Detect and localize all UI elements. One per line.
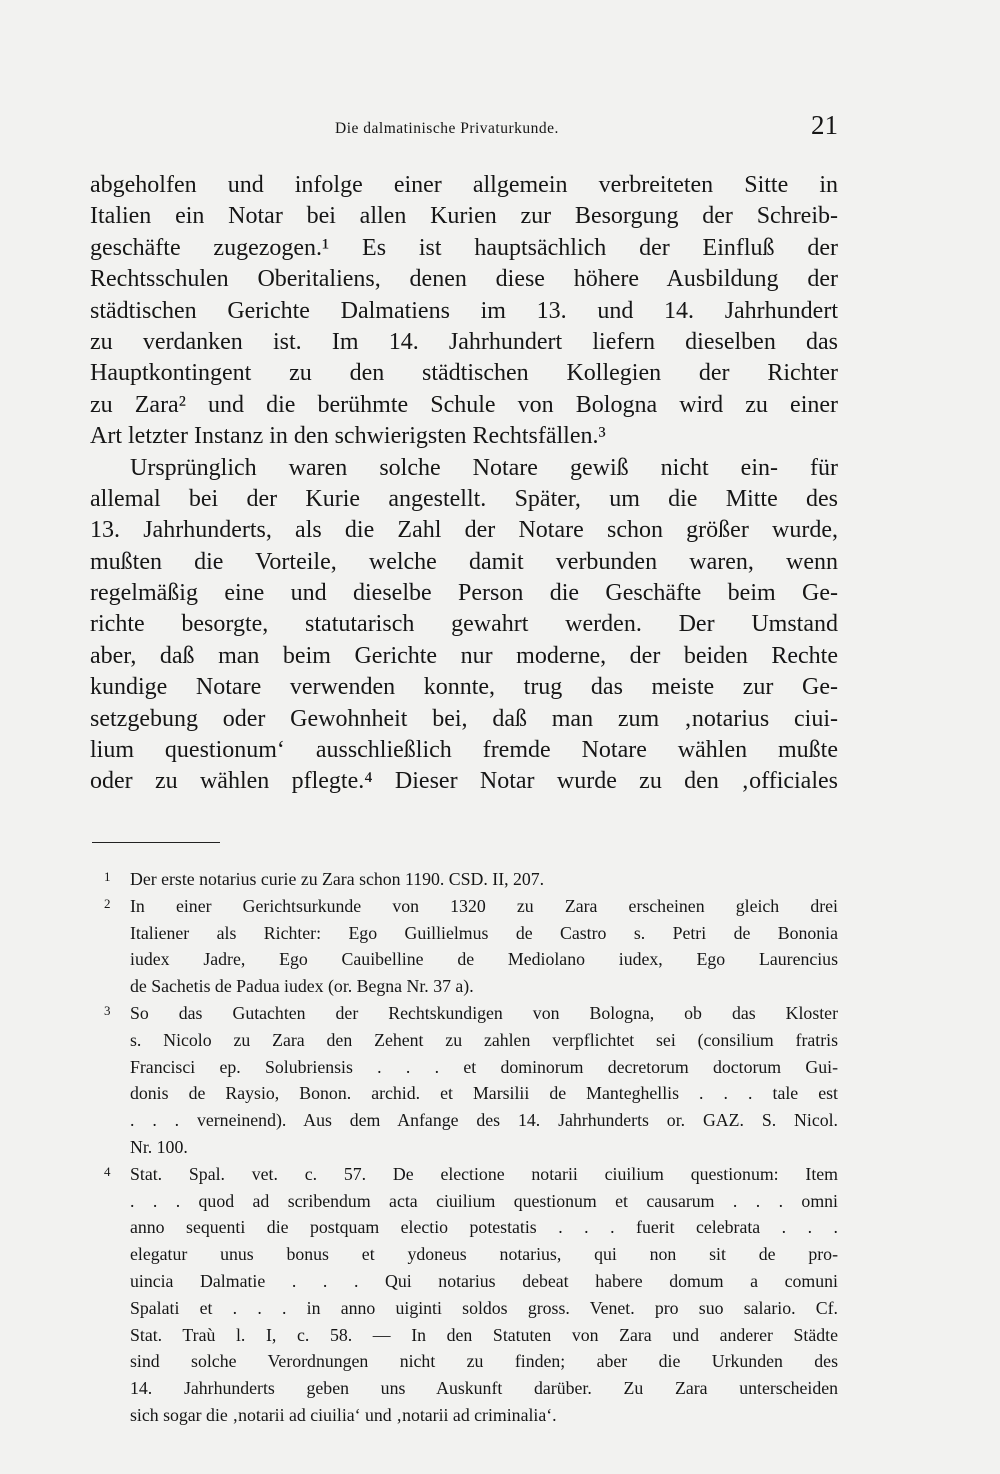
- text-line: städtischen Gerichte Dalmatiens im 13. und 14. Jahrhundert: [90, 297, 838, 324]
- text-line: Rechtsschulen Oberitaliens, denen diese höhere Ausbildung der: [90, 266, 838, 293]
- footnote-line: elegatur unus bonus et ydoneus notarius, qui non sit de pro-: [130, 1244, 838, 1265]
- footnote-1: [90, 866, 838, 893]
- footnote-line: iudex Jadre, Ego Cauibelline de Mediolano iudex, Ego Laurencius: [130, 949, 838, 970]
- footnote-line: Stat. Spal. vet. c. 57. De electione notarii ciuilium questionum: Item: [130, 1163, 838, 1184]
- page-number: 21: [811, 110, 838, 140]
- text-line: Italien ein Notar bei allen Kurien zur Besorgung der Schreib-: [90, 203, 838, 230]
- text-line: zu Zara² und die berühmte Schule von Bologna wird zu einer: [90, 391, 838, 418]
- running-title: Die dalmatinische Privaturkunde.: [335, 120, 559, 137]
- text-line: allemal bei der Kurie angestellt. Später, um die Mitte des: [90, 485, 838, 512]
- footnote-separator: [92, 842, 220, 843]
- text-line: aber, daß man beim Gerichte nur moderne, der beiden Rechte: [90, 642, 838, 669]
- footnote-line: Nr. 100.: [130, 1136, 188, 1157]
- footnote-marker: 3: [104, 1002, 111, 1018]
- main-text: [90, 170, 838, 798]
- text-line: geschäfte zugezogen.¹ Es ist hauptsächlich der Einfluß der: [90, 234, 838, 261]
- footnote-line: s. Nicolo zu Zara den Zehent zu zahlen verpflichtet sei (consilium fratris: [130, 1029, 838, 1050]
- footnote-line: Stat. Traù l. I, c. 58. — In den Statuten von Zara und anderer Städte: [130, 1324, 838, 1345]
- text-line: 13. Jahrhunderts, als die Zahl der Notare schon größer wurde,: [90, 517, 838, 544]
- footnote-line: sich sogar die ‚notarii ad ciuilia‘ und ‚notarii ad criminalia‘.: [130, 1404, 557, 1425]
- footnote-line: Francisci ep. Solubriensis . . . et dominorum decretorum doctorum Gui-: [130, 1056, 838, 1077]
- footnote-marker: 2: [104, 895, 111, 911]
- footnote-4: [90, 1161, 838, 1429]
- footnote-line: In einer Gerichtsurkunde von 1320 zu Zara erscheinen gleich drei: [130, 895, 838, 916]
- footnote-line: 14. Jahrhunderts geben uns Auskunft darüber. Zu Zara unterscheiden: [130, 1378, 838, 1399]
- footnote-line: uincia Dalmatie . . . Qui notarius debeat habere domum a comuni: [130, 1270, 838, 1291]
- text-line: Ursprünglich waren solche Notare gewiß nicht ein- für: [130, 454, 838, 481]
- footnote-line: donis de Raysio, Bonon. archid. et Marsilii de Manteghellis . . . tale est: [130, 1083, 838, 1104]
- text-line: richte besorgte, statutarisch gewahrt werden. Der Umstand: [90, 611, 838, 638]
- text-line: zu verdanken ist. Im 14. Jahrhundert liefern dieselben das: [90, 328, 838, 355]
- footnote-line: Italiener als Richter: Ego Guillielmus de Castro s. Petri de Bononia: [130, 922, 838, 943]
- text-line: kundige Notare verwenden konnte, trug das meiste zur Ge-: [90, 674, 838, 701]
- footnote-line: So das Gutachten der Rechtskundigen von Bologna, ob das Kloster: [130, 1002, 838, 1023]
- footnote-line: Der erste notarius curie zu Zara schon 1190. CSD. II, 207.: [130, 869, 545, 889]
- text-line: mußten die Vorteile, welche damit verbunden waren, wenn: [90, 548, 838, 575]
- footnote-line: Spalati et . . . in anno uiginti soldos gross. Venet. pro suo salario. Cf.: [130, 1297, 838, 1318]
- footnote-2: [90, 893, 838, 1000]
- text-line: regelmäßig eine und dieselbe Person die Geschäfte beim Ge-: [90, 580, 838, 607]
- footnote-line: anno sequenti die postquam electio potestatis . . . fuerit celebrata . . .: [130, 1217, 838, 1238]
- page-header: [90, 110, 838, 150]
- footnote-line: sind solche Verordnungen nicht zu finden; aber die Urkunden des: [130, 1351, 838, 1372]
- text-line: oder zu wählen pflegte.⁴ Dieser Notar wurde zu den ‚officiales: [90, 768, 838, 795]
- footnote-line: . . . verneinend). Aus dem Anfange des 14. Jahrhunderts or. GAZ. S. Nicol.: [130, 1110, 838, 1131]
- text-line: lium questionum‘ ausschließlich fremde Notare wählen mußte: [90, 737, 838, 764]
- text-line: Art letzter Instanz in den schwierigsten Rechtsfällen.³: [90, 423, 606, 450]
- footnote-3: [90, 1000, 838, 1161]
- footnote-line: de Sachetis de Padua iudex (or. Begna Nr. 37 a).: [130, 976, 474, 997]
- footnote-marker: 4: [104, 1163, 111, 1179]
- text-line: abgeholfen und infolge einer allgemein verbreiteten Sitte in: [90, 172, 838, 198]
- text-line: setzgebung oder Gewohnheit bei, daß man zum ‚notarius ciui-: [90, 705, 838, 732]
- footnote-marker: 1: [104, 869, 111, 884]
- footnotes: [90, 866, 838, 1429]
- footnote-line: . . . quod ad scribendum acta ciuilium questionum et causarum . . . omni: [130, 1190, 838, 1211]
- text-line: Hauptkontingent zu den städtischen Kollegien der Richter: [90, 360, 838, 387]
